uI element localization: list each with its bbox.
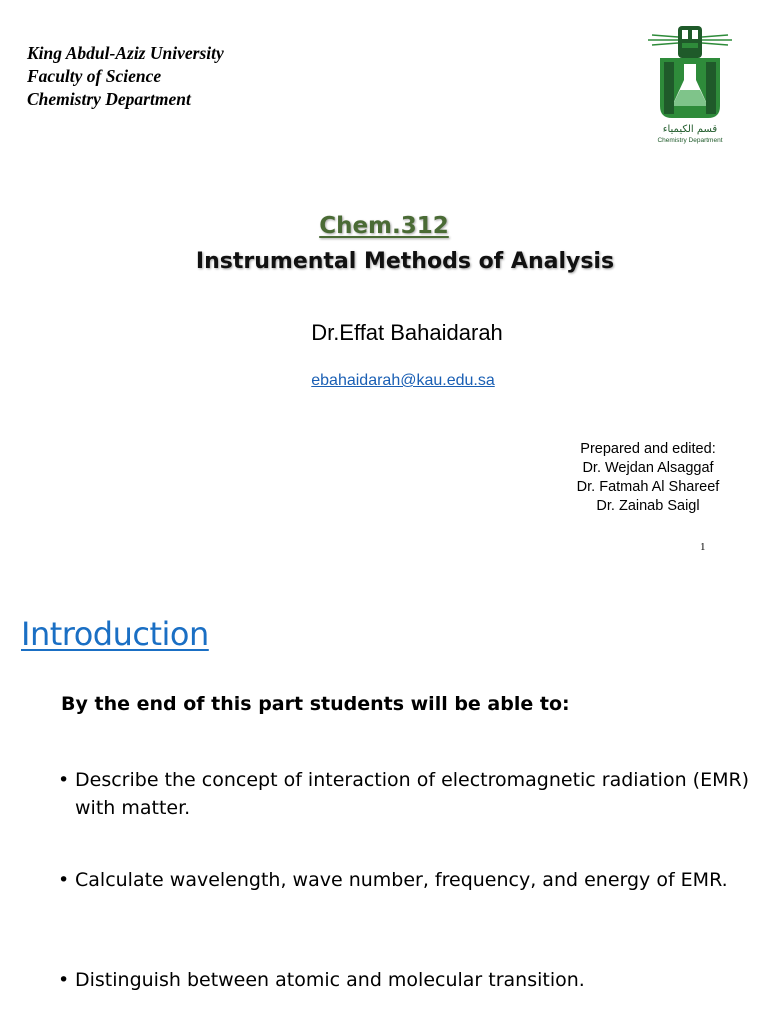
list-item-text: Distinguish between atomic and molecular transition. [75,969,585,991]
list-item [58,766,755,822]
bullet-icon: • [58,769,70,791]
chemistry-department-logo-icon [640,18,740,148]
preparer-name: Dr. Fatmah Al Shareef [576,479,720,495]
logo-english-text: Chemistry Department [657,137,723,144]
list-item [58,966,755,994]
email-link[interactable]: ebahaidarah@kau.edu.sa [311,372,495,389]
list-item-text: Calculate wavelength, wave number, frequency, and energy of EMR. [75,869,728,891]
introduction-slide [0,590,768,1024]
logo-arabic-text: قسم الكيمياء [662,124,718,135]
instructor-name: Dr.Effat Bahaidarah [311,320,503,345]
university-name: King Abdul-Aziz University [27,43,224,63]
prepared-heading: Prepared and edited: [580,441,716,457]
department-name: Chemistry Department [27,89,191,109]
page-number: 1 [700,541,706,553]
slide-title: Introduction [21,615,209,653]
lead-sentence: By the end of this part students will be able to: [61,693,570,715]
list-item-text: Describe the concept of interaction of electromagnetic radiation (EMR) with matter. [75,769,750,819]
bullet-icon: • [58,969,70,991]
email-row [0,372,768,390]
prepared-by-block [552,440,744,516]
preparer-name: Dr. Wejdan Alsaggaf [582,460,714,476]
institution-block [27,42,224,111]
preparer-name: Dr. Zainab Saigl [596,498,700,514]
course-code: Chem.312 [319,213,449,239]
course-title: Instrumental Methods of Analysis [195,249,615,274]
list-item [58,866,755,894]
bullet-icon: • [58,869,70,891]
faculty-name: Faculty of Science [27,66,162,86]
